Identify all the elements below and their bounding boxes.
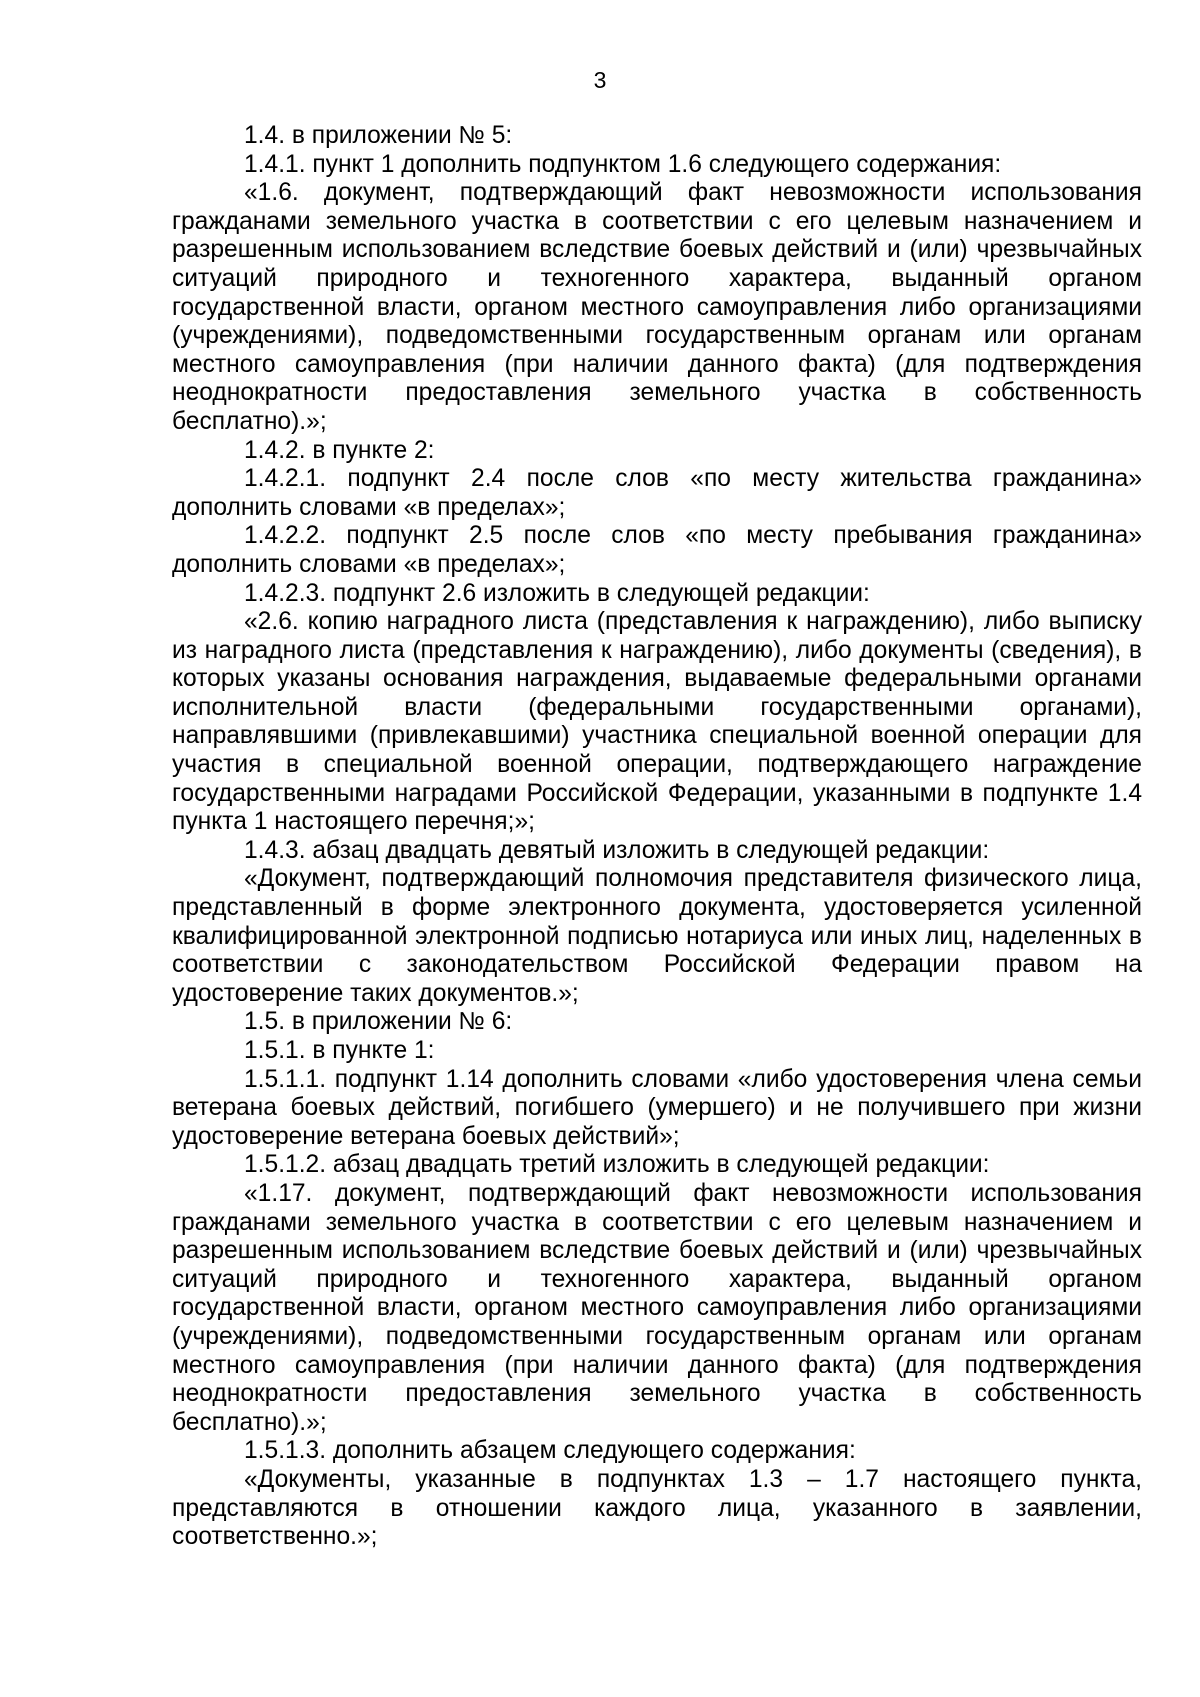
quoted-item-1-17: «1.17. документ, подтверждающий факт невозможности использования гражданами земельного участка в соответствии с его целевым назначением и разрешенным использованием вследствие боевых действий и (или) чрезвычайных ситуаций природного и техногенного характера, выданный органом государственной власти, органом местного самоуправления либо организациями (учреждениями), подведомственными государственным органам или органам местного самоуправления (при наличии данного факта) (для подтверждения неоднократности предоставления земельного участка в собственность бесплатно).»; (172, 1179, 1142, 1436)
paragraph-1-4-2-3: 1.4.2.3. подпункт 2.6 изложить в следующей редакции: (244, 579, 870, 607)
paragraph-1-5-1: 1.5.1. в пункте 1: (244, 1037, 435, 1064)
page-number: 3 (593, 67, 607, 93)
paragraph-1-4-2: 1.4.2. в пункте 2: (244, 436, 435, 464)
paragraph-1-4-3: 1.4.3. абзац двадцать девятый изложить в следующей редакции: (244, 836, 990, 864)
quoted-document-clause: «Документ, подтверждающий полномочия представителя физического лица, представленный в форме электронного документа, удостоверяется усиленной квалифицированной электронной подписью нотариуса или иных лиц, наделенных в соответствии с законодательством Российской Федерации правом на удостоверение таких документов.»; (172, 865, 1142, 1007)
paragraph-1-4-2-2: 1.4.2.2. подпункт 2.5 после слов «по месту пребывания гражданина» дополнить словами «в пределах»; (172, 522, 1142, 578)
quoted-item-2-6: «2.6. копию наградного листа (представления к награждению), либо выписку из наградного листа (представления к награждению), либо документы (сведения), в которых указаны основания награждения, выдаваемые федеральными органами исполнительной власти (федеральными государственными органами), направлявшими (привлекавшими) участника специальной военной операции для участия в специальной военной операции, подтверждающего награждение государственными наградами Российской Федерации, указанными в подпункте 1.4 пункта 1 настоящего перечня;»; (172, 608, 1142, 836)
paragraph-1-5-1-2: 1.5.1.2. абзац двадцать третий изложить в следующей редакции: (244, 1151, 990, 1179)
paragraph-1-5-1-1: 1.5.1.1. подпункт 1.14 дополнить словами «либо удостоверения члена семьи ветерана боевых действий, погибшего (умершего) и не получившего при жизни удостоверение ветерана боевых действий»; (172, 1065, 1142, 1150)
paragraph-1-5-1-3: 1.5.1.3. дополнить абзацем следующего содержания: (244, 1437, 856, 1465)
document-body (172, 122, 1142, 1552)
paragraph-1-5: 1.5. в приложении № 6: (244, 1008, 513, 1036)
paragraph-1-4-2-1: 1.4.2.1. подпункт 2.4 после слов «по месту жительства гражданина» дополнить словами «в пределах»; (172, 465, 1142, 521)
quoted-item-1-6: «1.6. документ, подтверждающий факт невозможности использования гражданами земельного участка в соответствии с его целевым назначением и разрешенным использованием вследствие боевых действий и (или) чрезвычайных ситуаций природного и техногенного характера, выданный органом государственной власти, органом местного самоуправления либо организациями (учреждениями), подведомственными государственным органам или органам местного самоуправления (при наличии данного факта) (для подтверждения неоднократности предоставления земельного участка в собственность бесплатно).»; (172, 179, 1142, 435)
quoted-documents-clause: «Документы, указанные в подпунктах 1.3 – 1.7 настоящего пункта, представляются в отношении каждого лица, указанного в заявлении, соответственно.»; (172, 1465, 1142, 1551)
paragraph-1-4-1: 1.4.1. пункт 1 дополнить подпунктом 1.6 следующего содержания: (244, 150, 1002, 178)
paragraph-1-4: 1.4. в приложении № 5: (244, 122, 513, 149)
